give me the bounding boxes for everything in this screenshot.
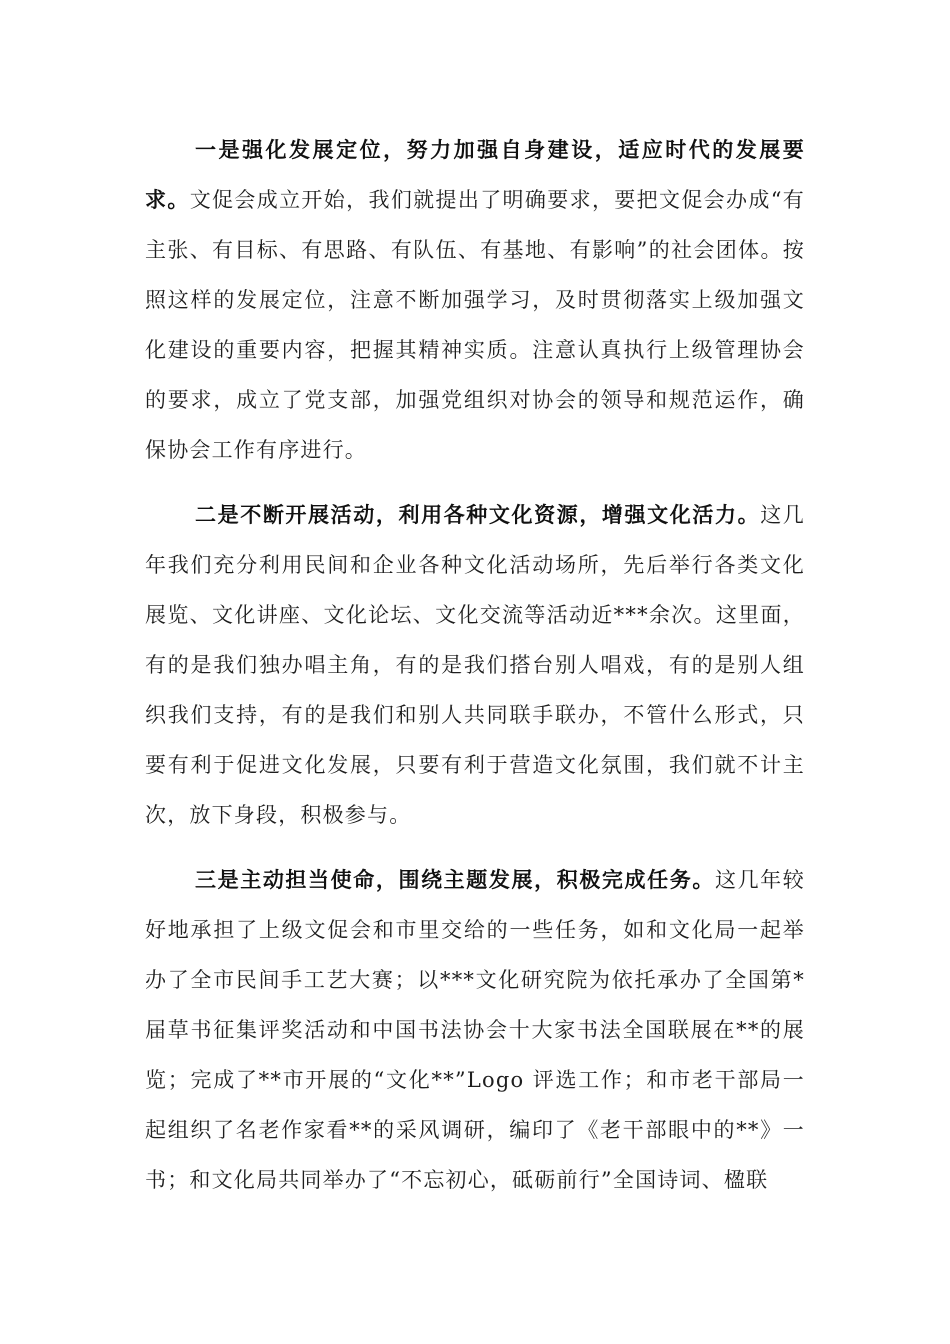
paragraph-2-body: 这几年我们充分利用民间和企业各种文化活动场所，先后举行各类文化展览、文化讲座、文化论坛、文化交流等活动近***余次。这里面，有的是我们独办唱主角，有的是我们搭台别人唱戏，有的是别人组织我们支持，有的是我们和别人共同联手联办，不管什么形式，只要有利于促进文化发展，只要有利于营造文化氛围，我们就不计主次，放下身段，积极参与。 bbox=[145, 503, 805, 827]
paragraph-2 bbox=[145, 490, 805, 840]
paragraph-1 bbox=[145, 125, 805, 475]
paragraph-2-lead: 二是不断开展活动，利用各种文化资源，增强文化活力。 bbox=[195, 502, 761, 527]
paragraph-1-body: 文促会成立开始，我们就提出了明确要求，要把文促会办成“有主张、有目标、有思路、有队伍、有基地、有影响”的社会团体。按照这样的发展定位，注意不断加强学习，及时贯彻落实上级加强文化建设的重要内容，把握其精神实质。注意认真执行上级管理协会的要求，成立了党支部，加强党组织对协会的领导和规范运作，确保协会工作有序进行。 bbox=[145, 188, 805, 462]
document-body bbox=[145, 125, 805, 1220]
paragraph-3-lead: 三是主动担当使命，围绕主题发展，积极完成任务。 bbox=[195, 867, 715, 892]
paragraph-3-body: 这几年较好地承担了上级文促会和市里交给的一些任务，如和文化局一起举办了全市民间手工艺大赛；以***文化研究院为依托承办了全国第*届草书征集评奖活动和中国书法协会十大家书法全国联展在**的展览；完成了**市开展的“文化**”Logo 评选工作；和市老干部局一起组织了名老作家看**的采风调研，编印了《老干部眼中的**》一书；和文化局共同举办了“不忘初心，砥砺前行”全国诗词、楹联 bbox=[145, 868, 805, 1192]
paragraph-3 bbox=[145, 855, 805, 1205]
paragraph-1-lead: 一是强化发展定位，努力加强自身建设，适应时代的发展要求。 bbox=[145, 137, 805, 212]
